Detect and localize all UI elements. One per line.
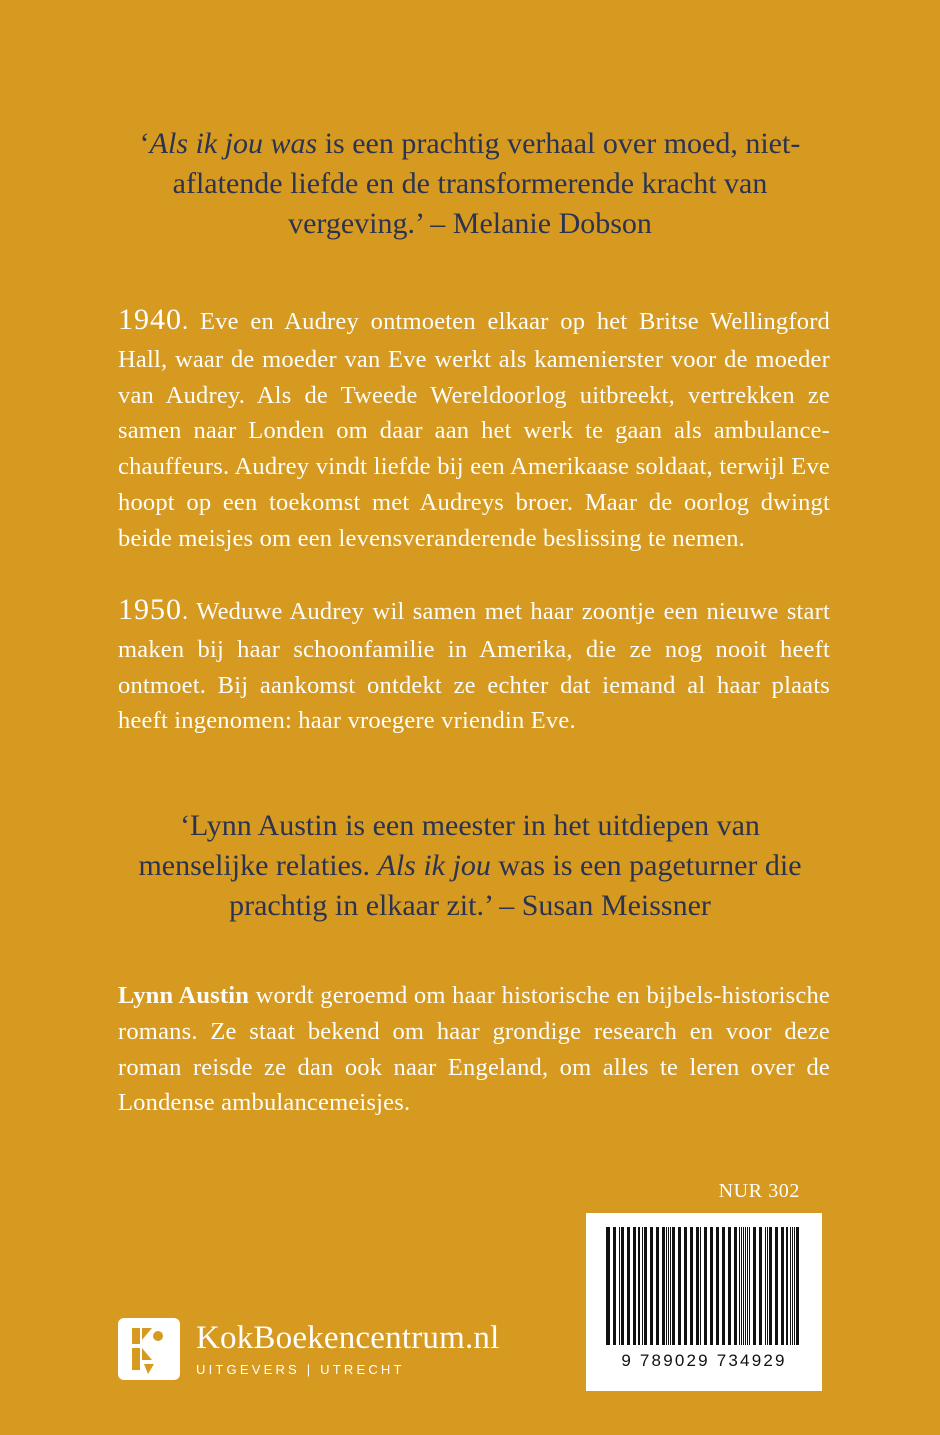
- blurb-top-quote-open: ‘: [139, 127, 150, 160]
- blurb-top-title: Als ik jou was: [149, 127, 318, 160]
- blurb-middle-part1: ‘Lynn Austin is een meester in het uitdiepen van menselijke relaties.: [138, 809, 760, 882]
- paragraph-1940: [118, 298, 830, 556]
- blurb-top: [118, 124, 822, 244]
- paragraph-1950-text: . Weduwe Audrey wil samen met haar zoontje een nieuwe start maken bij haar schoonfamilie in Amerika, die ze nog nooit heeft ontmoet. Bij aankomst ontdekt ze echter dat iemand al haar plaats heeft ingenomen: haar vroegere vriendin Eve.: [118, 598, 830, 735]
- blurb-middle-part2: was is een pageturner die prachtig in elkaar zit.’ – Susan Meissner: [229, 848, 802, 922]
- publisher-logo: [118, 1318, 499, 1380]
- year-label-1950: 1950: [118, 593, 182, 626]
- author-bio: [118, 978, 830, 1121]
- blurb-middle-title: Als ik jou: [377, 848, 491, 882]
- nur-code: NUR 302: [718, 1180, 800, 1202]
- author-bio-text: wordt geroemd om haar historische en bijbels-historische romans. Ze staat bekend om haar grondige research en voor deze roman reisde ze dan ook naar Engeland, om alles te leren over de Londense ambulancemeisjes.: [118, 982, 830, 1117]
- barcode: [586, 1213, 822, 1391]
- blurb-middle: [118, 806, 822, 926]
- year-label-1940: 1940: [118, 303, 182, 336]
- author-name: Lynn Austin: [118, 982, 250, 1009]
- publisher-subtitle: UITGEVERS | UTRECHT: [196, 1362, 405, 1377]
- barcode-bars: [606, 1227, 808, 1345]
- publisher-name: KokBoekencentrum.nl: [196, 1320, 500, 1356]
- paragraph-1950: [118, 588, 830, 739]
- barcode-digits: 9 789029 734929: [621, 1351, 787, 1370]
- blurb-top-rest: is een prachtig verhaal over moed, niet-aflatende liefde en de transformerende kracht van vergeving.’ – Melanie Dobson: [172, 127, 801, 240]
- paragraph-1940-text: . Eve en Audrey ontmoeten elkaar op het Britse Wellingford Hall, waar de moeder van Eve werkt als kamenierster voor de moeder van Audrey. Als de Tweede Wereldoorlog uitbreekt, vertrekken ze samen naar Londen om daar aan het werk te gaan als ambulance-chauffeurs. Audrey vindt liefde bij een Amerikaase soldaat, terwijl Eve hoopt op een toekomst met Audreys broer. Maar de oorlog dwingt beide meisjes om een levensveranderende beslissing te nemen.: [118, 308, 830, 552]
- kok-logo-icon: [118, 1318, 180, 1380]
